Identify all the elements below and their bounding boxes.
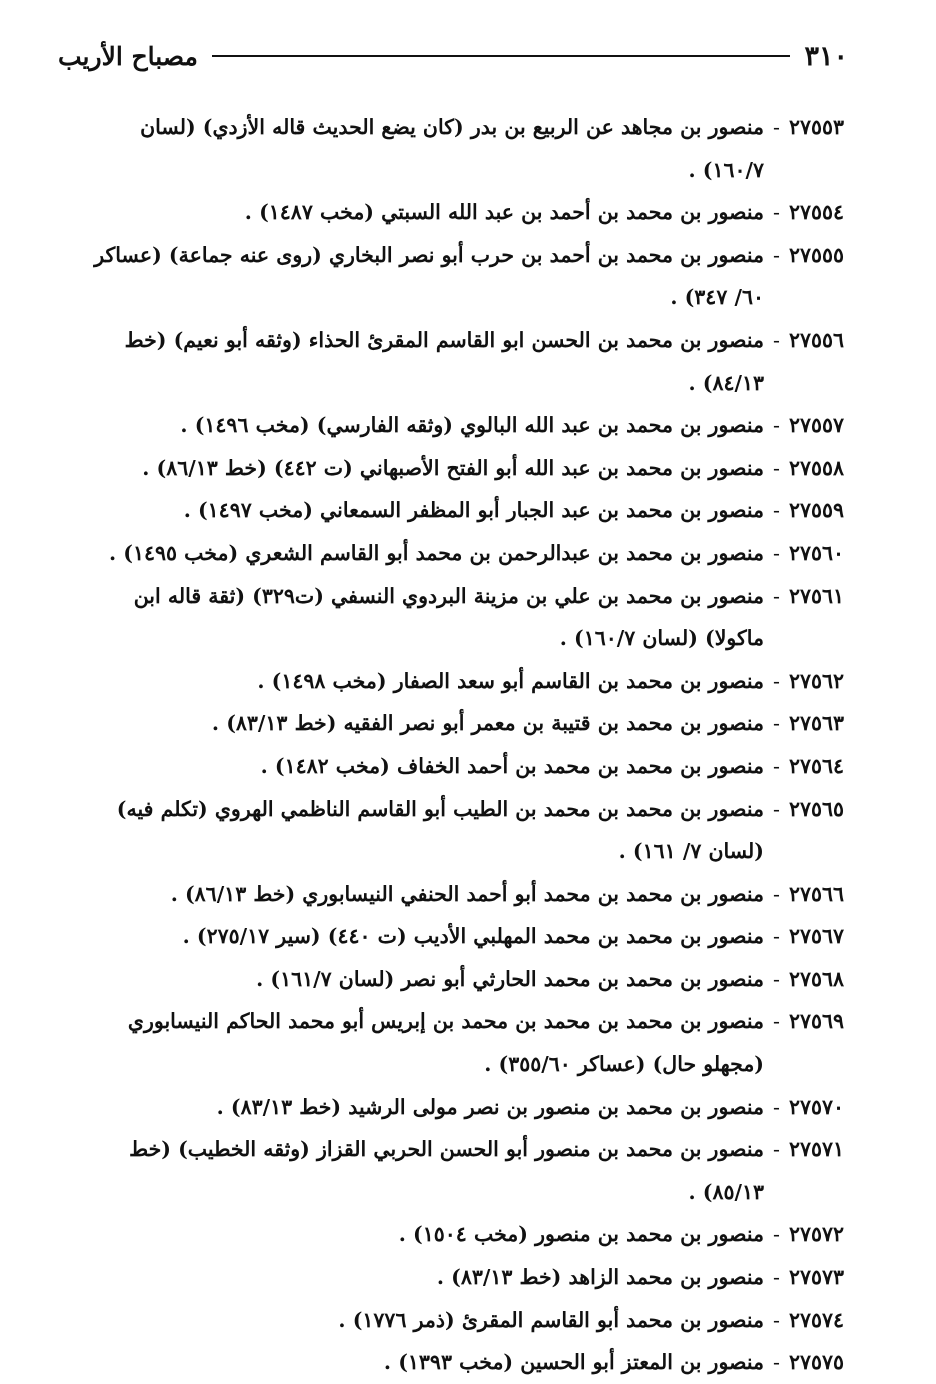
entry-number: ٢٧٥٦٨ xyxy=(788,966,844,991)
entry-number: ٢٧٥٦٥ xyxy=(788,796,844,821)
entry-text: منصور بن محمد بن منصور بن نصر مولى الرشيد (خط ٨٣/١٣) . xyxy=(216,1094,764,1119)
entry-text: منصور بن محمد بن محمد أبو أحمد الحنفي النيسابوري (خط ٨٦/١٣) . xyxy=(170,881,764,906)
entry-number: ٢٧٥٦٠ xyxy=(788,540,844,565)
entry-list xyxy=(80,106,844,1384)
entry-dash: - xyxy=(773,1222,780,1247)
entry-dash: - xyxy=(773,966,780,991)
list-item xyxy=(80,788,844,873)
entry-number: ٢٧٥٧٤ xyxy=(788,1307,844,1332)
entry-number: ٢٧٥٦٢ xyxy=(788,668,844,693)
entry-dash: - xyxy=(773,668,780,693)
list-item xyxy=(80,234,844,319)
entry-number: ٢٧٥٧٠ xyxy=(788,1094,844,1119)
entry-text: منصور بن محمد أبو القاسم المقرئ (ذمر ١٧٧٦) . xyxy=(338,1307,764,1332)
entry-number: ٢٧٥٦٧ xyxy=(788,924,844,949)
entry-dash: - xyxy=(773,242,780,267)
entry-number: ٢٧٥٦١ xyxy=(788,583,844,608)
entry-number: ٢٧٥٦٦ xyxy=(788,881,844,906)
list-item xyxy=(80,404,844,447)
entry-dash: - xyxy=(773,1009,780,1034)
entry-number: ٢٧٥٦٤ xyxy=(788,753,844,778)
entry-text: منصور بن محمد بن عبدالرحمن بن محمد أبو القاسم الشعري (مخب ١٤٩٥) . xyxy=(108,540,764,565)
entry-text: منصور بن محمد بن عبد الله أبو الفتح الأصبهاني (ت ٤٤٢) (خط ٨٦/١٣) . xyxy=(142,455,764,480)
entry-number: ٢٧٥٥٩ xyxy=(788,498,844,523)
list-item xyxy=(80,1256,844,1299)
entry-text: منصور بن محمد بن محمد بن الطيب أبو القاسم الناظمي الهروي (تكلم فيه) (لسان ٧/ ١٦١) . xyxy=(116,796,764,864)
entry-dash: - xyxy=(773,540,780,565)
page-header xyxy=(58,34,848,78)
entry-number: ٢٧٥٥٨ xyxy=(788,455,844,480)
entry-dash: - xyxy=(773,115,780,139)
entry-number: ٢٧٥٧٥ xyxy=(788,1350,844,1375)
entry-text: منصور بن محمد بن الحسن ابو القاسم المقرئ الحذاء (وثقه أبو نعيم) (خط ٨٤/١٣) . xyxy=(124,327,764,395)
entry-dash: - xyxy=(773,498,780,523)
entry-dash: - xyxy=(773,1094,780,1119)
entry-dash: - xyxy=(773,327,780,352)
list-item xyxy=(80,1000,844,1085)
list-item xyxy=(80,873,844,916)
entry-text: منصور بن محمد بن محمد الحارثي أبو نصر (لسان ١٦١/٧) . xyxy=(256,966,764,991)
list-item xyxy=(80,702,844,745)
entry-dash: - xyxy=(773,753,780,778)
entry-number: ٢٧٥٥٣ xyxy=(788,115,844,139)
entry-text: منصور بن محمد بن منصور أبو الحسن الحربي القزاز (وثقه الخطيب) (خط ٨٥/١٣) . xyxy=(129,1137,764,1204)
entry-text: منصور بن محمد بن أحمد بن عبد الله السبتي (مخب ١٤٨٧) . xyxy=(244,200,764,225)
entry-text: منصور بن محمد بن محمد المهلبي الأديب (ت ٤٤٠) (سير ٢٧٥/١٧) . xyxy=(182,924,764,949)
entry-text: منصور بن محمد بن القاسم أبو سعد الصفار (مخب ١٤٩٨) . xyxy=(257,668,764,693)
entry-text: منصور بن محمد بن عبد الجبار أبو المظفر السمعاني (مخب ١٤٩٧) . xyxy=(183,498,764,523)
running-title: مصباح الأريب xyxy=(58,41,198,71)
header-rule xyxy=(212,55,791,57)
list-item xyxy=(80,191,844,234)
entry-dash: - xyxy=(773,881,780,906)
list-item xyxy=(80,1086,844,1129)
list-item xyxy=(80,660,844,703)
entry-text: منصور بن محمد بن منصور (مخب ١٥٠٤) . xyxy=(398,1222,764,1247)
page-number: ٣١٠ xyxy=(804,40,848,72)
entry-number: ٢٧٥٥٤ xyxy=(788,200,844,225)
entry-number: ٢٧٥٧٢ xyxy=(788,1222,844,1247)
entry-text: منصور بن محمد بن عبد الله البالوي (وثقه الفارسي) (مخب ١٤٩٦) . xyxy=(180,413,764,438)
list-item xyxy=(80,1299,844,1342)
entry-text: منصور بن مجاهد عن الربيع بن بدر (كان يضع الحديث قاله الأزدي) (لسان ١٦٠/٧) . xyxy=(140,115,764,182)
list-item xyxy=(80,489,844,532)
entry-text: منصور بن المعتز أبو الحسين (مخب ١٣٩٣) . xyxy=(383,1350,764,1375)
entry-text: منصور بن محمد الزاهد (خط ٨٣/١٣) . xyxy=(436,1265,764,1290)
list-item xyxy=(80,447,844,490)
entry-dash: - xyxy=(773,924,780,949)
entry-dash: - xyxy=(773,1265,780,1290)
list-item xyxy=(80,745,844,788)
entry-text: منصور بن محمد بن محمد بن أحمد الخفاف (مخب ١٤٨٢) . xyxy=(260,753,764,778)
entry-text: منصور بن محمد بن أحمد بن حرب أبو نصر البخاري (روى عنه جماعة) (عساكر ٦٠/ ٣٤٧) . xyxy=(94,242,764,310)
entry-number: ٢٧٥٧١ xyxy=(788,1137,844,1162)
entry-number: ٢٧٥٥٥ xyxy=(788,242,844,267)
entry-number: ٢٧٥٦٣ xyxy=(788,711,844,736)
entry-dash: - xyxy=(773,200,780,225)
entry-text: منصور بن محمد بن محمد بن محمد بن إبريس أبو محمد الحاكم النيسابوري (مجهلو حال) (عساكر ٣٥٥/٦٠) . xyxy=(127,1009,764,1077)
list-item xyxy=(80,1128,844,1213)
entry-dash: - xyxy=(773,1137,780,1162)
entry-dash: - xyxy=(773,455,780,480)
entry-dash: - xyxy=(773,413,780,438)
entry-text: منصور بن محمد بن علي بن مزينة البردوي النسفي (ت٣٢٩) (ثقة قاله ابن ماكولا) (لسان ١٦٠/٧) . xyxy=(133,583,764,651)
entry-number: ٢٧٥٥٦ xyxy=(788,327,844,352)
entry-dash: - xyxy=(773,1350,780,1375)
list-item xyxy=(80,532,844,575)
entry-dash: - xyxy=(773,1307,780,1332)
entry-number: ٢٧٥٥٧ xyxy=(788,413,844,438)
list-item xyxy=(80,958,844,1001)
entry-dash: - xyxy=(773,796,780,821)
list-item xyxy=(80,319,844,404)
entry-number: ٢٧٥٧٣ xyxy=(788,1265,844,1290)
list-item xyxy=(80,575,844,660)
entry-number: ٢٧٥٦٩ xyxy=(788,1009,844,1034)
list-item xyxy=(80,1213,844,1256)
list-item xyxy=(80,915,844,958)
list-item xyxy=(80,106,844,191)
entry-dash: - xyxy=(773,583,780,608)
entry-text: منصور بن محمد بن قتيبة بن معمر أبو نصر الفقيه (خط ٨٣/١٣) . xyxy=(211,711,764,736)
entry-dash: - xyxy=(773,711,780,736)
